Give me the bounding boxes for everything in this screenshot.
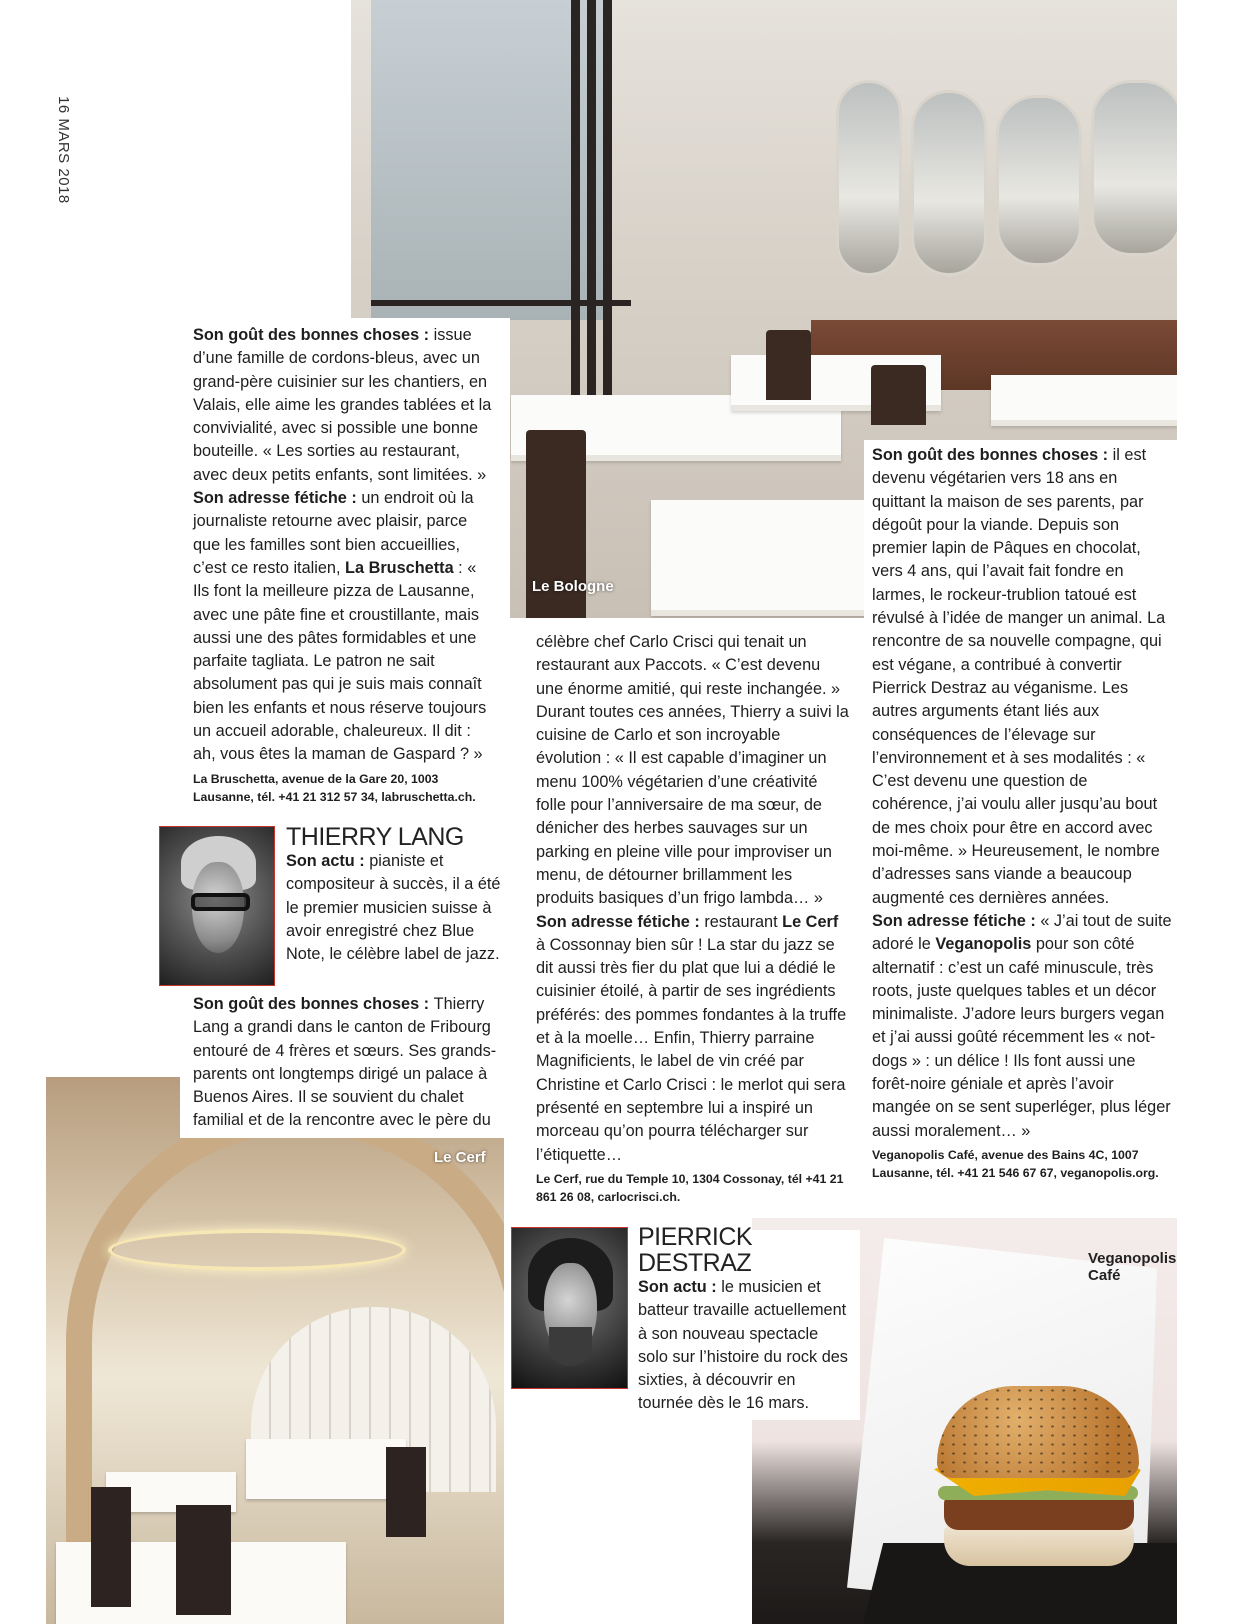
person-name-pierrick: PIERRICK DESTRAZ xyxy=(638,1223,753,1277)
issue-date: 16 MARS 2018 xyxy=(55,96,72,204)
thierry-actu-block xyxy=(286,824,506,966)
adresse-label: Son adresse fétiche : xyxy=(193,489,357,508)
caption-vegan: Veganopolis Café xyxy=(1088,1250,1177,1284)
thierry-gout-label: Son goût des bonnes choses : xyxy=(193,995,430,1013)
adresse-text: un endroit où la journaliste retourne avec plaisir, parce que les familles sont bien accueillies, c’est ce resto italien, xyxy=(193,489,474,577)
pierrick-gout-label: Son goût des bonnes choses : xyxy=(872,446,1109,464)
column3-text xyxy=(872,444,1172,1182)
pierrick-gout-text: il est devenu végétarien vers 18 ans en quittant la maison de ses parents, par dégoût pour la viande. Depuis son premier lapin de Pâques en chocolat, vers 4 ans, qui l’avait fait fondre en larmes, le rockeur-trublion tatoué est révulsé à l’idée de manger un animal. La rencontre de sa nouvelle compagne, qui est végane, a contribué à convertir Pierrick Destraz au véganisme. Les autres arguments étant liés aux conséquences de l’élevage sur l’environnement et à ses modalités : « C’est devenu une question de cohérence, j’ai voulu aller jusqu’au bout de mes choix pour être en accord avec moi-même. » Heureusement, le nombre d’adresses sans viande a beaucoup augmenté ces dernières années. xyxy=(872,446,1166,907)
photo-le-cerf xyxy=(46,1077,504,1624)
thierry-adresse-text: restaurant xyxy=(704,912,778,931)
thierry-adresse-label: Son adresse fétiche : xyxy=(536,912,700,931)
pierrick-adresse-place: Veganopolis xyxy=(935,935,1032,954)
thierry-gout-text: Thierry Lang a grandi dans le canton de Fribourg entouré de 4 frères et sœurs. Ses grands-parents ont longtemps dirigé un palace à Buenos Aires. Il se souvient du chalet familial et de la rencontre avec le père du xyxy=(193,995,497,1130)
pierrick-actu-block xyxy=(638,1224,848,1416)
adresse-text-cont: : « Ils font la meilleure pizza de Lausanne, avec une pâte fine et croustillante, mais aussi une des pâtes formidables et une parfaite tagliata. Le patron ne sait absolument pas qui je suis mais connaît bien les enfants et nous réserve toujours un accueil adorable, chaleureux. Il dit : ah, vous êtes la maman de Gaspard ? » xyxy=(193,558,487,764)
thierry-gout-block xyxy=(193,993,503,1133)
column2-text xyxy=(536,631,850,1206)
pierrick-actu-text: le musicien et batteur travaille actuellement à son nouveau spectacle solo sur l’histoire du rock des sixties, à découvrir en tournée dès le 16 mars. xyxy=(638,1278,848,1413)
gout-text: issue d’une famille de cordons-bleus, avec un grand-père cuisinier sur les chantiers, en Valais, elle aime les grandes tablées et la convivialité, avec si possible une bonne bouteille. « Les sorties au restaurant, avec deux petits enfants, sont limitées. » xyxy=(193,326,492,484)
pierrick-adresse-text: « J’ai tout de suite adoré le xyxy=(872,911,1172,954)
thierry-adresse-text-cont: à Cossonnay bien sûr ! La star du jazz se dit aussi très fier du plat que lui a dédié le cuisinier étoilé, à partir de ses ingrédients préférés: des pommes fondantes à la truffe et à la moelle… Enfin, Thierry parraine Magnificients, le label de vin créé par Christine et Carlo Crisci : le merlot qui sera présenté en septembre lui a inspiré un morceau qu’on pourra télécharger sur l’étiquette… xyxy=(536,935,847,1164)
caption-bologne: Le Bologne xyxy=(532,578,614,595)
pierrick-adresse-text-cont: pour son côté alternatif : c’est un café minuscule, très roots, juste quelques tables et un décor minimaliste. J’adore leurs burgers vegan et j’ai aussi goûté récemment les « not-dogs » : un délice ! Ils font aussi une forêt-noire géniale et après l’avoir mangée on se sent superléger, plus léger aussi moralement… » xyxy=(872,935,1171,1140)
column1-text xyxy=(193,324,493,806)
cerf-reference: Le Cerf, rue du Temple 10, 1304 Cossonay, tél +41 21 861 26 08, carlocrisci.ch. xyxy=(536,1171,844,1204)
bruschetta-reference: La Bruschetta, avenue de la Gare 20, 1003 Lausanne, tél. +41 21 312 57 34, labruschetta.ch. xyxy=(193,771,476,804)
veganopolis-reference: Veganopolis Café, avenue des Bains 4C, 1007 Lausanne, tél. +41 21 546 67 67, veganopolis.org. xyxy=(872,1147,1159,1180)
person-name-thierry: THIERRY LANG xyxy=(286,823,464,851)
gout-label: Son goût des bonnes choses : xyxy=(193,326,430,344)
adresse-place: La Bruschetta xyxy=(345,558,454,577)
pierrick-adresse-label: Son adresse fétiche : xyxy=(872,911,1036,930)
thierry-actu-text: pianiste et compositeur à succès, il a été le premier musicien suisse à avoir enregistré chez Blue Note, le célèbre label de jazz. xyxy=(286,852,501,964)
thierry-adresse-place: Le Cerf xyxy=(782,912,839,931)
portrait-thierry-lang xyxy=(159,826,275,986)
pierrick-actu-label: Son actu : xyxy=(638,1278,717,1296)
portrait-pierrick-destraz xyxy=(511,1227,628,1389)
thierry-actu-label: Son actu : xyxy=(286,852,365,870)
thierry-gout-continued: célèbre chef Carlo Crisci qui tenait un restaurant aux Paccots. « C’est devenu une énorme amitié, qui reste inchangée. » Durant toutes ces années, Thierry a suivi la cuisine de Carlo et son incroyable évolution : « Il est capable d’imaginer un menu 100% végétarien d’une créativité folle pour l’anniversaire de ma sœur, de dénicher des herbes sauvages sur un parking en pleine ville pour improviser un menu, de détourner brillamment les produits basiques d’un frigo lambda… » xyxy=(536,633,849,908)
caption-cerf: Le Cerf xyxy=(434,1149,486,1166)
